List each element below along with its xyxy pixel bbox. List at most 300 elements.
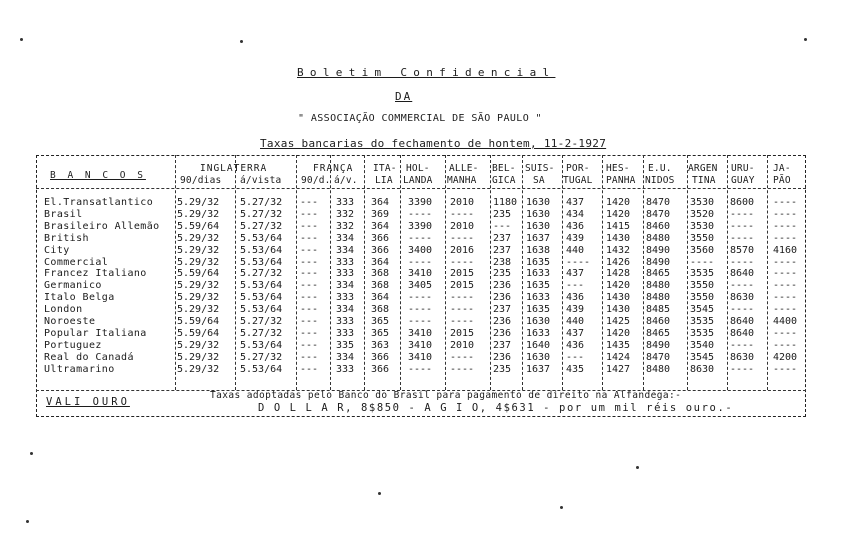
header-argentina-2: TINA <box>692 175 716 186</box>
rate-eu: 8465 <box>646 268 671 280</box>
rate-allemanha: 2010 <box>450 197 475 208</box>
rate-hollanda: 3410 <box>408 351 433 363</box>
rate-japao: ---- <box>773 232 798 244</box>
rate-belgica: --- <box>493 220 512 232</box>
bank-name: El.Transatlantico <box>44 197 154 208</box>
row-divider <box>36 188 806 189</box>
rate-argentina: 3530 <box>690 197 715 208</box>
bank-name: City <box>44 244 70 256</box>
rate-ing-90: 5.29/32 <box>177 208 220 220</box>
rate-portugal: 436 <box>566 220 585 232</box>
rate-ing-vista: 5.53/64 <box>240 292 283 304</box>
rate-hollanda: ---- <box>408 363 433 375</box>
rate-fr-90: --- <box>300 280 319 292</box>
rate-hespanha: 1420 <box>606 327 631 339</box>
rate-fr-vista: 334 <box>336 280 355 292</box>
rate-fr-vista: 333 <box>336 316 355 327</box>
column-divider <box>175 155 176 390</box>
rate-argentina: 8630 <box>690 363 715 375</box>
bank-name: Commercial <box>44 256 109 268</box>
rate-ing-90: 5.59/64 <box>177 316 220 327</box>
rate-ing-90: 5.29/32 <box>177 256 220 268</box>
rate-ing-90: 5.29/32 <box>177 280 220 292</box>
rate-portugal: ---- <box>566 256 591 268</box>
header-japao-2: PÃO <box>773 175 791 186</box>
rate-uruguay: 8640 <box>730 316 755 327</box>
rate-japao: ---- <box>773 280 798 292</box>
column-divider <box>522 155 523 390</box>
rate-uruguay: ---- <box>730 232 755 244</box>
rate-eu: 8480 <box>646 232 671 244</box>
rate-allemanha: 2015 <box>450 280 475 292</box>
bank-name: Italo Belga <box>44 292 115 304</box>
rate-japao: ---- <box>773 256 798 268</box>
rate-eu: 8480 <box>646 363 671 375</box>
column-divider <box>330 155 331 390</box>
rate-eu: 8490 <box>646 244 671 256</box>
rate-allemanha: ---- <box>450 304 475 316</box>
rate-belgica: 1180 <box>493 197 518 208</box>
header-hollanda-2: LANDA <box>403 175 433 186</box>
rate-allemanha: 2016 <box>450 244 475 256</box>
rate-allemanha: 2010 <box>450 220 475 232</box>
rate-italia: 368 <box>371 304 390 316</box>
header-suissa-1: SUIS- <box>525 163 555 174</box>
rate-allemanha: ---- <box>450 363 475 375</box>
rate-japao: ---- <box>773 363 798 375</box>
rate-fr-90: --- <box>300 232 319 244</box>
vali-ouro-label: VALI OURO <box>46 396 130 408</box>
rate-suissa: 1633 <box>526 327 551 339</box>
rate-argentina: 3550 <box>690 280 715 292</box>
rate-hespanha: 1432 <box>606 244 631 256</box>
rate-fr-90: --- <box>300 244 319 256</box>
header-belgica-1: BEL- <box>492 163 516 174</box>
rate-argentina: 3550 <box>690 232 715 244</box>
rate-hollanda: ---- <box>408 292 433 304</box>
rate-italia: 366 <box>371 244 390 256</box>
rate-eu: 8465 <box>646 327 671 339</box>
header-allemanha-1: ALLE- <box>449 163 479 174</box>
rate-ing-90: 5.29/32 <box>177 339 220 351</box>
rate-japao: ---- <box>773 268 798 280</box>
column-divider <box>562 155 563 390</box>
rate-argentina: 3535 <box>690 316 715 327</box>
ink-speck <box>804 38 807 41</box>
bulletin-title: Boletim Confidencial <box>297 66 556 79</box>
rates-title: Taxas bancarias do fechamento de hontem, 11-2-1927 <box>260 137 607 150</box>
rate-argentina: 3545 <box>690 304 715 316</box>
bank-name: Francez Italiano <box>44 268 147 280</box>
rate-ing-90: 5.59/64 <box>177 327 220 339</box>
rate-uruguay: ---- <box>730 220 755 232</box>
rate-italia: 364 <box>371 256 390 268</box>
header-allemanha-2: MANHA <box>447 175 477 186</box>
rate-fr-vista: 333 <box>336 363 355 375</box>
rate-portugal: 437 <box>566 327 585 339</box>
rate-fr-90: --- <box>300 327 319 339</box>
column-divider <box>235 155 236 390</box>
rate-argentina: 3545 <box>690 351 715 363</box>
rate-fr-vista: 333 <box>336 256 355 268</box>
rate-japao: ---- <box>773 327 798 339</box>
rate-hespanha: 1430 <box>606 292 631 304</box>
header-franca: FRANÇA <box>313 163 354 174</box>
rate-fr-vista: 334 <box>336 304 355 316</box>
rate-fr-90: --- <box>300 292 319 304</box>
rate-fr-vista: 333 <box>336 197 355 208</box>
header-eu-2: NIDOS <box>645 175 675 186</box>
rate-belgica: 237 <box>493 232 512 244</box>
rate-ing-vista: 5.27/32 <box>240 197 283 208</box>
rate-hespanha: 1428 <box>606 268 631 280</box>
ink-speck <box>30 452 33 455</box>
header-inglaterra: INGLATERRA <box>200 163 268 174</box>
rate-ing-90: 5.59/64 <box>177 220 220 232</box>
header-japao-1: JA- <box>773 163 791 174</box>
rate-suissa: 1633 <box>526 292 551 304</box>
column-divider <box>364 155 365 390</box>
column-divider <box>687 155 688 390</box>
header-belgica-2: GICA <box>492 175 516 186</box>
rate-eu: 8470 <box>646 351 671 363</box>
rate-argentina: 3540 <box>690 339 715 351</box>
rate-uruguay: ---- <box>730 280 755 292</box>
rate-belgica: 237 <box>493 244 512 256</box>
rate-argentina: 3550 <box>690 292 715 304</box>
rate-allemanha: ---- <box>450 351 475 363</box>
header-portugal-1: POR- <box>566 163 590 174</box>
rate-hollanda: ---- <box>408 316 433 327</box>
rate-hollanda: 3390 <box>408 197 433 208</box>
ink-speck <box>378 492 381 495</box>
column-divider <box>727 155 728 390</box>
rate-ing-vista: 5.27/32 <box>240 351 283 363</box>
rate-ing-90: 5.29/32 <box>177 197 220 208</box>
rate-ing-vista: 5.53/64 <box>240 280 283 292</box>
bank-name: Brasil <box>44 208 83 220</box>
header-argentina-1: ARGEN <box>688 163 718 174</box>
rate-uruguay: ---- <box>730 339 755 351</box>
bank-name: Brasileiro Allemão <box>44 220 160 232</box>
rate-suissa: 1633 <box>526 268 551 280</box>
header-fr-90: 90/d. <box>301 175 331 186</box>
rate-ing-vista: 5.53/64 <box>240 232 283 244</box>
rate-portugal: 436 <box>566 339 585 351</box>
rate-fr-90: --- <box>300 304 319 316</box>
rate-italia: 366 <box>371 351 390 363</box>
ink-speck <box>26 520 29 523</box>
rate-ing-90: 5.29/32 <box>177 292 220 304</box>
rate-portugal: 434 <box>566 208 585 220</box>
rate-ing-vista: 5.53/64 <box>240 304 283 316</box>
rate-eu: 8480 <box>646 280 671 292</box>
header-italia-2: LIA <box>375 175 393 186</box>
rate-argentina: 3530 <box>690 220 715 232</box>
rate-fr-90: --- <box>300 220 319 232</box>
rate-suissa: 1630 <box>526 316 551 327</box>
column-divider <box>445 155 446 390</box>
rate-hollanda: ---- <box>408 208 433 220</box>
footer-note: Taxas adoptadas pelo Banco do Brasil para pagamento de direito na Alfandega:- <box>210 390 682 401</box>
column-divider <box>296 155 297 390</box>
rate-hespanha: 1426 <box>606 256 631 268</box>
rate-suissa: 1640 <box>526 339 551 351</box>
rate-ing-vista: 5.53/64 <box>240 363 283 375</box>
rate-italia: 365 <box>371 327 390 339</box>
rate-italia: 364 <box>371 220 390 232</box>
rate-allemanha: ---- <box>450 256 475 268</box>
rate-portugal: 439 <box>566 232 585 244</box>
ink-speck <box>636 466 639 469</box>
rate-ing-vista: 5.53/64 <box>240 339 283 351</box>
rate-japao: ---- <box>773 292 798 304</box>
rate-japao: ---- <box>773 304 798 316</box>
rate-portugal: 436 <box>566 292 585 304</box>
rate-allemanha: 2010 <box>450 339 475 351</box>
bank-name: Real do Canadá <box>44 351 134 363</box>
rate-hollanda: 3400 <box>408 244 433 256</box>
rate-fr-90: --- <box>300 363 319 375</box>
rate-japao: 4160 <box>773 244 798 256</box>
header-ing-vista: á/vista <box>240 175 282 186</box>
rate-eu: 8490 <box>646 256 671 268</box>
rate-fr-vista: 333 <box>336 327 355 339</box>
header-portugal-2: TUGAL <box>563 175 593 186</box>
rate-belgica: 235 <box>493 208 512 220</box>
rate-uruguay: ---- <box>730 256 755 268</box>
header-suissa-2: SA <box>533 175 545 186</box>
rate-belgica: 236 <box>493 316 512 327</box>
rate-portugal: 437 <box>566 268 585 280</box>
bank-name: British <box>44 232 89 244</box>
rate-japao: 4200 <box>773 351 798 363</box>
rate-eu: 8470 <box>646 197 671 208</box>
rate-italia: 366 <box>371 232 390 244</box>
rate-suissa: 1630 <box>526 351 551 363</box>
rate-italia: 363 <box>371 339 390 351</box>
rate-argentina: 3535 <box>690 327 715 339</box>
rate-portugal: 435 <box>566 363 585 375</box>
rate-allemanha: ---- <box>450 208 475 220</box>
rate-allemanha: ---- <box>450 232 475 244</box>
rate-japao: ---- <box>773 339 798 351</box>
rate-fr-vista: 334 <box>336 232 355 244</box>
rate-belgica: 236 <box>493 280 512 292</box>
rate-eu: 8470 <box>646 208 671 220</box>
rate-belgica: 237 <box>493 304 512 316</box>
header-fr-vista: á/v. <box>334 175 358 186</box>
rate-uruguay: 8640 <box>730 327 755 339</box>
rate-eu: 8485 <box>646 304 671 316</box>
ink-speck <box>20 38 23 41</box>
rate-uruguay: ---- <box>730 363 755 375</box>
rate-suissa: 1635 <box>526 304 551 316</box>
rate-uruguay: 8570 <box>730 244 755 256</box>
rate-eu: 8460 <box>646 316 671 327</box>
rate-portugal: 437 <box>566 197 585 208</box>
rate-hespanha: 1415 <box>606 220 631 232</box>
rate-belgica: 236 <box>493 351 512 363</box>
bank-name: London <box>44 304 83 316</box>
bank-name: Popular Italiana <box>44 327 147 339</box>
rate-fr-90: --- <box>300 197 319 208</box>
rate-fr-vista: 333 <box>336 268 355 280</box>
column-divider <box>767 155 768 390</box>
rate-ing-vista: 5.53/64 <box>240 256 283 268</box>
rate-italia: 366 <box>371 363 390 375</box>
rate-hespanha: 1435 <box>606 339 631 351</box>
rate-portugal: 439 <box>566 304 585 316</box>
footer-rates: D O L L A R, 8$850 - A G I O, 4$631 - por um mil réis ouro.- <box>258 402 734 414</box>
ink-speck <box>560 506 563 509</box>
rate-hespanha: 1420 <box>606 280 631 292</box>
rate-belgica: 236 <box>493 327 512 339</box>
rate-hollanda: 3410 <box>408 268 433 280</box>
rate-uruguay: 8600 <box>730 197 755 208</box>
rate-allemanha: ---- <box>450 316 475 327</box>
rate-hespanha: 1424 <box>606 351 631 363</box>
header-uruguay-1: URU- <box>731 163 755 174</box>
bank-name: Germanico <box>44 280 102 292</box>
rate-japao: ---- <box>773 197 798 208</box>
rate-fr-90: --- <box>300 339 319 351</box>
header-hollanda-1: HOL- <box>406 163 430 174</box>
rate-ing-vista: 5.27/32 <box>240 220 283 232</box>
rate-argentina: ---- <box>690 256 715 268</box>
rate-argentina: 3535 <box>690 268 715 280</box>
rate-fr-90: --- <box>300 208 319 220</box>
column-divider <box>490 155 491 390</box>
rate-hespanha: 1420 <box>606 208 631 220</box>
rate-hespanha: 1425 <box>606 316 631 327</box>
rate-japao: ---- <box>773 220 798 232</box>
rate-hespanha: 1420 <box>606 197 631 208</box>
rate-suissa: 1638 <box>526 244 551 256</box>
rate-hollanda: 3410 <box>408 327 433 339</box>
rate-allemanha: ---- <box>450 292 475 304</box>
rate-portugal: --- <box>566 280 585 292</box>
header-italia-1: ITA- <box>373 163 397 174</box>
rate-belgica: 235 <box>493 268 512 280</box>
rate-ing-90: 5.29/32 <box>177 363 220 375</box>
rate-argentina: 3560 <box>690 244 715 256</box>
rate-hollanda: ---- <box>408 232 433 244</box>
bank-name: Noroeste <box>44 316 96 327</box>
rate-italia: 369 <box>371 208 390 220</box>
rate-ing-vista: 5.53/64 <box>240 244 283 256</box>
header-eu-1: E.U. <box>648 163 672 174</box>
rate-hollanda: 3405 <box>408 280 433 292</box>
rate-italia: 368 <box>371 280 390 292</box>
rate-fr-vista: 334 <box>336 351 355 363</box>
rate-hollanda: 3410 <box>408 339 433 351</box>
rate-portugal: 440 <box>566 316 585 327</box>
rate-suissa: 1630 <box>526 220 551 232</box>
rate-fr-vista: 334 <box>336 244 355 256</box>
rate-suissa: 1630 <box>526 197 551 208</box>
column-divider <box>400 155 401 390</box>
rate-italia: 364 <box>371 292 390 304</box>
rate-hollanda: 3390 <box>408 220 433 232</box>
rate-suissa: 1635 <box>526 256 551 268</box>
rate-italia: 368 <box>371 268 390 280</box>
rate-ing-vista: 5.27/32 <box>240 316 283 327</box>
rate-fr-90: --- <box>300 256 319 268</box>
rate-belgica: 236 <box>493 292 512 304</box>
header-uruguay-2: GUAY <box>731 175 755 186</box>
rate-suissa: 1637 <box>526 232 551 244</box>
rate-ing-90: 5.29/32 <box>177 351 220 363</box>
rate-argentina: 3520 <box>690 208 715 220</box>
rate-hollanda: ---- <box>408 256 433 268</box>
rate-fr-90: --- <box>300 316 319 327</box>
header-hespanha-2: PANHA <box>606 175 636 186</box>
rate-suissa: 1637 <box>526 363 551 375</box>
rate-ing-90: 5.59/64 <box>177 268 220 280</box>
rate-hollanda: ---- <box>408 304 433 316</box>
rate-ing-vista: 5.27/32 <box>240 208 283 220</box>
da-label: DA <box>395 90 413 103</box>
rate-fr-90: --- <box>300 351 319 363</box>
rate-fr-vista: 333 <box>336 292 355 304</box>
rate-allemanha: 2015 <box>450 268 475 280</box>
rate-belgica: 237 <box>493 339 512 351</box>
header-ing-90: 90/dias <box>180 175 222 186</box>
rate-hespanha: 1430 <box>606 304 631 316</box>
rate-italia: 365 <box>371 316 390 327</box>
rate-hespanha: 1430 <box>606 232 631 244</box>
rate-uruguay: 8630 <box>730 292 755 304</box>
bank-name: Portuguez <box>44 339 102 351</box>
column-divider <box>602 155 603 390</box>
rate-allemanha: 2015 <box>450 327 475 339</box>
header-bancos: B A N C O S <box>50 170 146 181</box>
column-divider <box>643 155 644 390</box>
rate-fr-vista: 335 <box>336 339 355 351</box>
association-name: " ASSOCIAÇÃO COMMERCIAL DE SÃO PAULO " <box>298 113 542 124</box>
bank-name: Ultramarino <box>44 363 115 375</box>
rate-eu: 8490 <box>646 339 671 351</box>
rate-uruguay: 8630 <box>730 351 755 363</box>
rate-fr-vista: 332 <box>336 208 355 220</box>
rate-suissa: 1635 <box>526 280 551 292</box>
rate-italia: 364 <box>371 197 390 208</box>
rate-uruguay: ---- <box>730 208 755 220</box>
rate-japao: ---- <box>773 208 798 220</box>
rate-ing-vista: 5.27/32 <box>240 327 283 339</box>
rate-ing-90: 5.29/32 <box>177 232 220 244</box>
rate-fr-vista: 332 <box>336 220 355 232</box>
rate-japao: 4400 <box>773 316 798 327</box>
rate-uruguay: ---- <box>730 304 755 316</box>
rate-ing-vista: 5.27/32 <box>240 268 283 280</box>
rate-ing-90: 5.29/32 <box>177 304 220 316</box>
rate-ing-90: 5.29/32 <box>177 244 220 256</box>
rate-fr-90: --- <box>300 268 319 280</box>
rate-hespanha: 1427 <box>606 363 631 375</box>
rate-eu: 8480 <box>646 292 671 304</box>
rate-eu: 8460 <box>646 220 671 232</box>
rate-belgica: 235 <box>493 363 512 375</box>
rate-suissa: 1630 <box>526 208 551 220</box>
rate-uruguay: 8640 <box>730 268 755 280</box>
rate-portugal: --- <box>566 351 585 363</box>
rate-portugal: 440 <box>566 244 585 256</box>
ink-speck <box>240 40 243 43</box>
header-hespanha-1: HES- <box>606 163 630 174</box>
rate-belgica: 238 <box>493 256 512 268</box>
